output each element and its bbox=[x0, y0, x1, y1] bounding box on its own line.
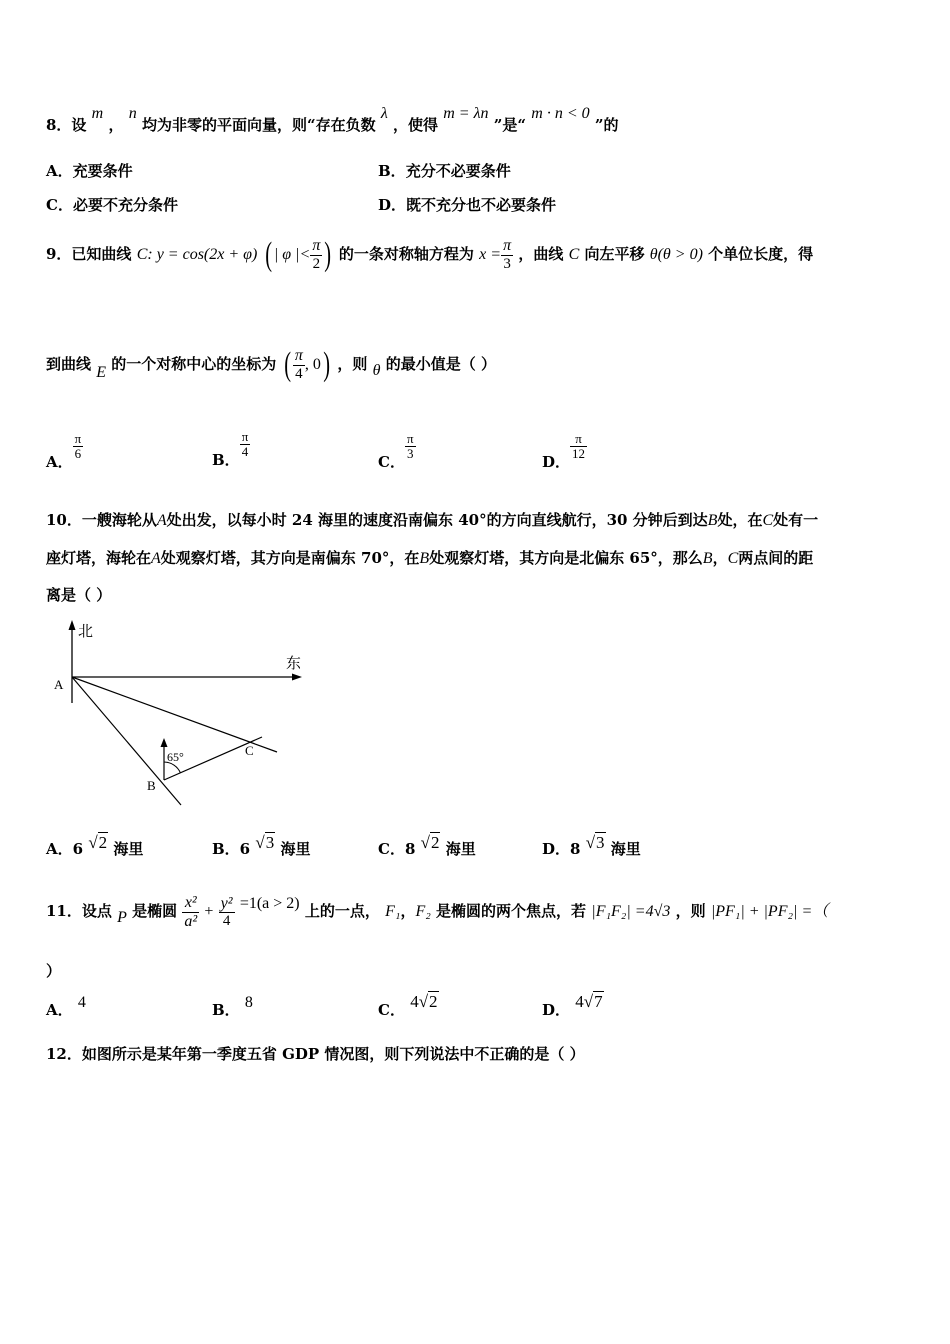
pi-over-3: $\frac{\pi}{3}$ bbox=[503, 237, 512, 273]
q8-stem: 8．设 m ， n 均为非零的平面向量，则“存在负数 λ ，使得 m = λn ”是“ m · n < 0 ”的 bbox=[46, 105, 619, 134]
q8-option-b: B．充分不必要条件 bbox=[378, 162, 511, 180]
q8-option-a: A．充要条件 bbox=[46, 162, 133, 180]
q8-option-d: D．既不充分也不必要条件 bbox=[378, 196, 557, 214]
x2-over-a2: $\frac{\text{x²}}{\text{a²}}$ bbox=[184, 894, 198, 930]
q10-stem-line3: 离是（ ） bbox=[46, 586, 112, 604]
line-a-c bbox=[72, 677, 277, 752]
q9-option-a: A． $\frac{\pi}{6}$ bbox=[46, 431, 82, 471]
label-north: 北 bbox=[78, 622, 94, 640]
q10-stem-line1: 10．一艘海轮从A处出发，以每小时 24 海里的速度沿南偏东 40°的方向直线航行，30 分钟后到达B处，在C处有一 bbox=[46, 511, 819, 529]
q11-option-b: B． 8 bbox=[212, 994, 253, 1019]
label-c: C bbox=[245, 743, 254, 758]
q9-option-d: D． $\frac{\pi}{12}$ bbox=[542, 431, 586, 471]
q11-option-a: A． 4 bbox=[46, 994, 86, 1019]
q11-option-c: C． 4√2 bbox=[378, 992, 438, 1019]
q10-stem-line2: 座灯塔，海轮在A处观察灯塔，其方向是南偏东 70°，在B处观察灯塔，其方向是北偏东 65°，那么B，C两点间的距 bbox=[46, 549, 814, 567]
label-east: 东 bbox=[286, 654, 302, 672]
q11-stem: 11．设点 P 是椭圆 $\frac{\text{x²}}{\text{a²}}$ + $\frac{\text{y²}}{4}$ =1(a > 2) 上的一点， F₁，F₂ 是椭圆的两个焦点，若 |F₁F₂| =4√3 ，则 |PF₁| + |PF₂| =（ bbox=[46, 894, 829, 930]
q12-stem: 12．如图所示是某年第一季度五省 GDP 情况图，则下列说法中不正确的是（ ） bbox=[46, 1045, 585, 1063]
pi-over-2: $\frac{\pi}{2}$ bbox=[312, 237, 321, 273]
label-angle: 65° bbox=[167, 750, 184, 764]
q8-option-c: C．必要不充分条件 bbox=[46, 196, 178, 214]
q11-option-d: D． 4√7 bbox=[542, 992, 603, 1019]
pi-over-4: $\frac{\pi}{4}$ bbox=[294, 347, 303, 383]
north-arrow bbox=[69, 620, 76, 630]
q10-option-a: A．6 √2 海里 bbox=[46, 833, 144, 858]
q10-option-c: C．8 √2 海里 bbox=[378, 833, 476, 858]
q9-option-c: C． $\frac{\pi}{3}$ bbox=[378, 431, 414, 471]
label-b: B bbox=[147, 778, 156, 793]
label-a: A bbox=[54, 677, 64, 692]
q9-option-b: B． $\frac{\pi}{4}$ bbox=[212, 429, 249, 469]
q9-stem-line1: 9．已知曲线 C: y = cos(2x + φ) ( | φ |< $\frac{\pi}{2}$ ) 的一条对称轴方程为 x = $\frac{\pi}{3}$ ，曲线 C 向左平移 θ(θ > 0) 个单位长度，得 bbox=[46, 236, 814, 273]
q10-option-d: D．8 √3 海里 bbox=[542, 833, 641, 858]
north-at-b-arrow bbox=[161, 738, 168, 747]
q9-stem-line2: 到曲线 E 的一个对称中心的坐标为 ( $\frac{\pi}{4}$ , 0) ，则 θ 的最小值是（ ） bbox=[46, 346, 496, 383]
q10-option-b: B．6 √3 海里 bbox=[212, 833, 311, 858]
y2-over-4: $\frac{\text{y²}}{4}$ bbox=[220, 894, 233, 930]
q10-figure bbox=[40, 615, 320, 810]
q11-close-paren: ） bbox=[46, 962, 62, 980]
east-arrow bbox=[292, 674, 302, 681]
